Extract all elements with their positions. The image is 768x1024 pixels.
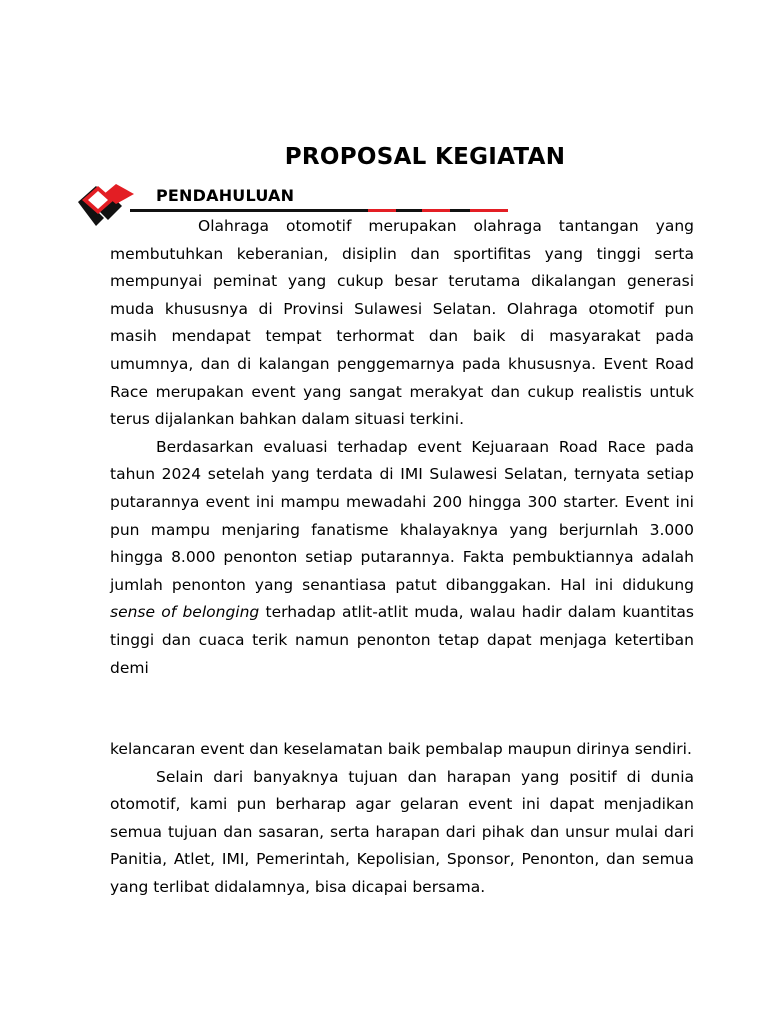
paragraph-evaluation — [110, 434, 694, 682]
paragraph-intro: Olahraga otomotif merupakan olahraga tantangan yang membutuhkan keberanian, disiplin dan sportifitas yang tinggi serta mempunyai peminat yang cukup besar terutama dikalangan generasi muda khususnya di Provinsi Sulawesi Selatan. Olahraga otomotif pun masih mendapat tempat terhormat dan baik di masyarakat pada umumnya, dan di kalangan penggemarnya pada khususnya. Event Road Race merupakan event yang sangat merakyat dan cukup realistis untuk terus dijalankan bahkan dalam situasi terkini. — [110, 217, 694, 429]
paragraph-continuation: kelancaran event dan keselamatan baik pembalap maupun dirinya sendiri. — [110, 740, 692, 758]
page-title: PROPOSAL KEGIATAN — [284, 144, 566, 170]
paragraph-evaluation-text-end: terhadap atlit-atlit muda, walau hadir dalam kuantitas tinggi dan cuaca terik namun penonton tetap dapat menjaga ketertiban demi — [110, 603, 695, 677]
body-text-page-top — [110, 213, 694, 682]
paragraph-evaluation-text: Berdasarkan evaluasi terhadap event Kejuaraan Road Race pada tahun 2024 setelah yang terdata di IMI Sulawesi Selatan, ternyata setiap putarannya event ini mampu mewadahi 200 hingga 300 starter. Event ini pun mampu menjaring fanatisme khalayaknya yang berjurnlah 3.000 hingga 8.000 penonton setiap putarannya. Fakta pembuktiannya adalah jumlah penonton yang senantiasa patut dibanggakan. Hal ini didukung — [110, 437, 694, 594]
paragraph-closing: Selain dari banyaknya tujuan dan harapan yang positif di dunia otomotif, kami pun berharap agar gelaran event ini dapat menjadikan semua tujuan dan sasaran, serta harapan dari pihak dan unsur mulai dari Panitia, Atlet, IMI, Pemerintah, Kepolisian, Sponsor, Penonton, dan semua yang terlibat didalamnya, bisa dicapai bersama. — [110, 767, 694, 896]
body-text-page-bottom — [110, 736, 694, 902]
section-heading: PENDAHULUAN — [156, 186, 295, 205]
paragraph-evaluation-italic: sense of belonging — [110, 603, 260, 622]
